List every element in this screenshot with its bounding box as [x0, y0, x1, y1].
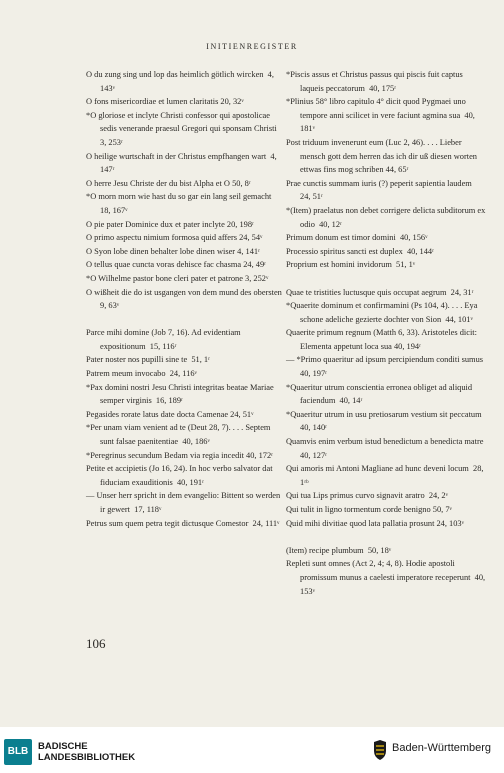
right-column-entry: Qui tulit in ligno tormentum corde benigno 50, 7ᵛ [286, 505, 452, 514]
footer-bar [0, 727, 504, 773]
right-column-entry: *Quaeritur utrum in usu pretiosarum vestium sit peccatum 40, 140ʳ [286, 409, 486, 433]
right-column-entry: Repleti sunt omnes (Act 2, 4; 4, 8). Hodie apostoli promissum munus a caelesti imperatore receperunt 40, 153ᵛ [286, 559, 488, 596]
left-column-entry: O pie pater Dominice dux et pater inclyte 20, 198ʳ [86, 219, 254, 229]
left-column-entry: O du zung sing und lop das heimlich götlich wircken 4, 143ᵛ [86, 70, 277, 93]
left-column-entry: *O Wilhelme pastor bone cleri pater et patrone 3, 252ᵛ [86, 273, 269, 283]
right-column-entry: *Quaeritur utrum conscientia erronea obliget ad aliquid faciendum 40, 14ʳ [286, 382, 475, 406]
left-column-entry: *Pax domini nostri Jesu Christi integritas beatae Mariae semper virginis 16, 189ʳ [86, 382, 276, 406]
state-name[interactable]: Baden-Württemberg [392, 742, 492, 754]
left-column [86, 68, 286, 530]
page-number: 106 [86, 636, 106, 651]
library-name-line1: BADISCHE [38, 741, 88, 752]
left-column-entry: O primo aspectu nimium formosa quid affers 24, 54ᵛ [86, 233, 263, 243]
section-gap [286, 530, 486, 544]
section-gap [86, 313, 286, 327]
right-column-entry: Processio spiritus sancti est duplex 40, 144ʳ [286, 246, 434, 256]
left-column-entry: O heilige wurtschaft in der Christus empfhangen wart 4, 147ʳ [86, 151, 279, 175]
left-column-entry: O Syon lobe dinen behalter lobe dinen wiser 4, 141ʳ [86, 246, 260, 256]
right-column-entry: Prae cunctis summam iuris (?) peperit sapientia laudem 24, 51ʳ [286, 178, 477, 202]
right-column-entry: Quid mihi divitiae quod lata pallatia prosunt 24, 103ᵛ [286, 518, 465, 528]
running-head: INITIENREGISTER [206, 42, 298, 51]
left-column-entry: O herre Jesu Christe der du bist Alpha et O 50, 8ʳ [86, 178, 251, 188]
right-column-entry: *Piscis assus et Christus passus qui piscis fuit captus laqueis peccatorum 40, 175ʳ [286, 70, 465, 93]
right-column-entry: *Plinius 58° libro capitulo 4° dicit quod Pygmaei uno tempore anni scilicet in vere faciunt agmina sua 40, 181ᵛ [286, 97, 477, 134]
section-gap [286, 272, 486, 286]
right-column-entry: Quamvis enim verbum istud benedictum a benedicta matre 40, 127ʳ [286, 437, 488, 460]
left-column-entry: Petite et accipietis (Jo 16, 24). In hoc verbo salvator dat fiduciam exauditionis 40, 191ʳ [86, 464, 275, 487]
right-column [286, 68, 486, 598]
right-column-entry: Primum donum est timor domini 40, 156ᵛ [286, 233, 428, 243]
baden-wuerttemberg-emblem-icon [372, 739, 388, 761]
right-column-entry: Quaerite primum regnum (Matth 6, 33). Aristoteles dicit: Elementa appetunt loca sua 40, 194ʳ [286, 328, 480, 351]
right-column-entry: *(Item) praelatus non debet corrigere delicta subditorum ex odio 40, 12ʳ [286, 205, 488, 229]
right-column-entry: Proprium est homini invidorum 51, 1ᵛ [286, 260, 416, 270]
left-column-entry: Pater noster nos pupilli sine te 51, 1ʳ [86, 355, 210, 365]
right-column-entry: Qui amoris mi Antoni Magliane ad hunc deveni locum 28, 1ʳᵇ [286, 464, 486, 487]
right-column-entry: Post triduum invenerunt eum (Luc 2, 46). . . . Lieber mensch gott dem herren das ich dir uß diesen worten ettwas fins mog schriben 44, 65ʳ [286, 137, 480, 175]
right-column-entry: Qui tua Lips primus curvo signavit aratro 24, 2ᵛ [286, 491, 449, 501]
left-column-entry: O fons misericordiae et lumen claritatis 20, 32ᵛ [86, 97, 244, 107]
left-column-entry: O tellus quae cuncta voras dehisce fac chasma 24, 49ʳ [86, 260, 266, 270]
left-column-entry: Petrus sum quem petra tegit dictusque Comestor 24, 111ᵛ [86, 518, 280, 528]
library-name-line2: LANDESBIBLIOTHEK [38, 752, 136, 763]
library-name[interactable] [38, 741, 135, 763]
left-column-entry: — Unser herr spricht in dem evangelio: Bittent so werden ir gewert 17, 118ᵛ [86, 491, 283, 514]
left-column-entry: *Peregrinus secundum Bedam via regia incedit 40, 172ʳ [86, 450, 273, 460]
right-column-entry: *Quaerite dominum et confirmamini (Ps 104, 4). . . . Eya schone adeliche gezierte dochter von Sion 44, 101ᵛ [286, 301, 480, 324]
blb-logo[interactable]: BLB [4, 739, 32, 765]
left-column-entry: O wißheit die do ist usgangen von dem mund des obersten 9, 63ᵛ [86, 287, 287, 311]
left-column-entry: *Per unam viam venient ad te (Deut 28, 7). . . . Septem sunt falsae paenitentiae 40, 186ᵛ [86, 423, 273, 447]
left-column-entry: Patrem meum invocabo 24, 116ᵛ [86, 369, 198, 379]
right-column-entry: (Item) recipe plumbum 50, 18ᵛ [286, 545, 392, 555]
left-column-entry: *O morn morn wie hast du so gar ein lang seil gemacht 18, 167ᵛ [86, 192, 276, 215]
left-column-entry: *O gloriose et inclyte Christi confessor qui apostolicae sedis venerande praesul Gregori qui sponsam Christi 3, 253ʳ [86, 110, 281, 147]
left-column-entry: Pegasides rorate latus date docta Camenae 24, 51ᵛ [86, 409, 254, 419]
left-column-entry: Parce mihi domine (Job 7, 16). Ad evidentiam expositionum 15, 116ʳ [86, 328, 243, 351]
right-column-entry: Quae te tristities luctusque quis occupat aegrum 24, 31ʳ [286, 287, 474, 297]
right-column-entry: — *Primo quaeritur ad ipsum percipiendum conditi sumus 40, 197ʳ [286, 355, 488, 379]
